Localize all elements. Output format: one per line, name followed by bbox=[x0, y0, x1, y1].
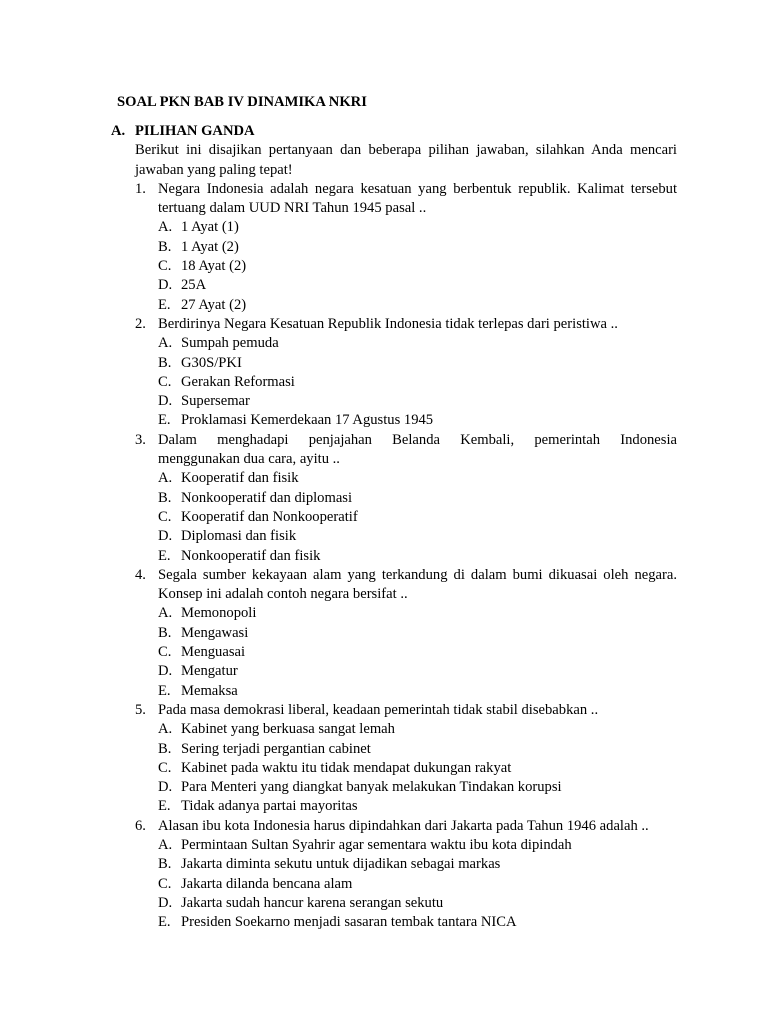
option-letter: D. bbox=[158, 393, 173, 410]
option-c bbox=[158, 643, 677, 662]
option-letter: B. bbox=[158, 624, 172, 641]
option-text: Jakarta dilanda bencana alam bbox=[181, 875, 353, 892]
option-letter: E. bbox=[158, 798, 171, 815]
option-letter: B. bbox=[158, 740, 172, 757]
option-list bbox=[158, 334, 677, 430]
option-text: Presiden Soekarno menjadi sasaran tembak tantara NICA bbox=[181, 914, 517, 931]
option-letter: A. bbox=[158, 335, 173, 352]
question-number: 6. bbox=[135, 817, 146, 834]
option-e bbox=[158, 682, 677, 701]
option-letter: B. bbox=[158, 856, 172, 873]
section-intro: Berikut ini disajikan pertanyaan dan beberapa pilihan jawaban, silahkan Anda mencari jawaban yang paling tepat! bbox=[135, 142, 677, 178]
option-text: Tidak adanya partai mayoritas bbox=[181, 798, 358, 815]
option-letter: B. bbox=[158, 238, 172, 255]
option-text: 1 Ayat (1) bbox=[181, 219, 239, 236]
option-letter: A. bbox=[158, 605, 173, 622]
option-e bbox=[158, 547, 677, 566]
option-letter: E. bbox=[158, 682, 171, 699]
option-b bbox=[158, 238, 677, 257]
option-list bbox=[158, 720, 677, 816]
option-list bbox=[158, 604, 677, 700]
option-letter: C. bbox=[158, 644, 172, 661]
option-text: 27 Ayat (2) bbox=[181, 296, 247, 313]
option-text: Mengawasi bbox=[181, 624, 249, 641]
question-number: 1. bbox=[135, 180, 146, 197]
document-title: SOAL PKN BAB IV DINAMIKA NKRI bbox=[117, 94, 367, 110]
question-text: Berdirinya Negara Kesatuan Republik Indonesia tidak terlepas dari peristiwa .. bbox=[158, 315, 618, 332]
option-letter: A. bbox=[158, 219, 173, 236]
option-e bbox=[158, 411, 677, 430]
option-b bbox=[158, 489, 677, 508]
question-text: Negara Indonesia adalah negara kesatuan yang berbentuk republik. Kalimat tersebut tertuang dalam UUD NRI Tahun 1945 pasal .. bbox=[158, 180, 677, 217]
question-4 bbox=[135, 566, 677, 701]
option-e bbox=[158, 913, 677, 932]
option-text: G30S/PKI bbox=[181, 354, 242, 371]
option-b bbox=[158, 740, 677, 759]
option-d bbox=[158, 894, 677, 913]
option-text: Jakarta diminta sekutu untuk dijadikan sebagai markas bbox=[181, 856, 501, 873]
question-number: 2. bbox=[135, 315, 146, 332]
option-text: Jakarta sudah hancur karena serangan sekutu bbox=[181, 894, 444, 911]
option-d bbox=[158, 276, 677, 295]
option-letter: D. bbox=[158, 894, 173, 911]
option-text: Sumpah pemuda bbox=[181, 335, 279, 352]
option-letter: C. bbox=[158, 258, 172, 275]
option-letter: B. bbox=[158, 489, 172, 506]
option-d bbox=[158, 527, 677, 546]
question-3 bbox=[135, 431, 677, 566]
option-letter: E. bbox=[158, 914, 171, 931]
option-list bbox=[158, 469, 677, 565]
question-2 bbox=[135, 315, 677, 431]
option-text: Sering terjadi pergantian cabinet bbox=[181, 740, 371, 757]
option-text: Nonkooperatif dan fisik bbox=[181, 547, 321, 564]
option-letter: E. bbox=[158, 547, 171, 564]
option-a bbox=[158, 836, 677, 855]
option-text: Memaksa bbox=[181, 682, 238, 699]
option-list bbox=[158, 218, 677, 314]
option-text: 1 Ayat (2) bbox=[181, 238, 239, 255]
option-letter: C. bbox=[158, 373, 172, 390]
option-b bbox=[158, 855, 677, 874]
question-number: 4. bbox=[135, 566, 146, 583]
question-1 bbox=[135, 180, 677, 315]
option-letter: D. bbox=[158, 277, 173, 294]
question-number: 3. bbox=[135, 431, 146, 448]
option-a bbox=[158, 720, 677, 739]
option-letter: A. bbox=[158, 470, 173, 487]
option-c bbox=[158, 759, 677, 778]
option-text: 18 Ayat (2) bbox=[181, 258, 247, 275]
option-a bbox=[158, 218, 677, 237]
option-text: Mengatur bbox=[181, 663, 238, 680]
option-text: Memonopoli bbox=[181, 605, 257, 622]
section-heading bbox=[111, 122, 677, 141]
question-number: 5. bbox=[135, 701, 146, 718]
option-text: Diplomasi dan fisik bbox=[181, 528, 297, 545]
question-text-line-2: menggunakan dua cara, ayitu .. bbox=[158, 451, 340, 468]
section-title: PILIHAN GANDA bbox=[135, 123, 255, 139]
option-letter: B. bbox=[158, 354, 172, 371]
question-5 bbox=[135, 701, 677, 817]
option-text: Gerakan Reformasi bbox=[181, 373, 295, 390]
option-letter: D. bbox=[158, 663, 173, 680]
option-letter: C. bbox=[158, 875, 172, 892]
option-c bbox=[158, 373, 677, 392]
option-text: Nonkooperatif dan diplomasi bbox=[181, 489, 353, 506]
option-letter: A. bbox=[158, 721, 173, 738]
question-6 bbox=[135, 817, 677, 933]
option-text: Kooperatif dan Nonkooperatif bbox=[181, 508, 358, 525]
option-letter: C. bbox=[158, 759, 172, 776]
option-e bbox=[158, 296, 677, 315]
option-a bbox=[158, 469, 677, 488]
option-letter: E. bbox=[158, 412, 171, 429]
question-text: Pada masa demokrasi liberal, keadaan pemerintah tidak stabil disebabkan .. bbox=[158, 701, 599, 718]
option-d bbox=[158, 778, 677, 797]
option-text: Kabinet pada waktu itu tidak mendapat dukungan rakyat bbox=[181, 759, 512, 776]
option-letter: A. bbox=[158, 836, 173, 853]
question-list bbox=[135, 180, 677, 933]
option-b bbox=[158, 354, 677, 373]
option-text: Para Menteri yang diangkat banyak melakukan Tindakan korupsi bbox=[181, 779, 562, 796]
option-a bbox=[158, 604, 677, 623]
question-text: Segala sumber kekayaan alam yang terkandung di dalam bumi dikuasai oleh negara. Konsep ini adalah contoh negara bersifat .. bbox=[158, 566, 677, 603]
option-text: Proklamasi Kemerdekaan 17 Agustus 1945 bbox=[181, 412, 434, 429]
question-text-line-1: Dalam menghadapi penjajahan Belanda Kembali, pemerintah Indonesia bbox=[158, 431, 677, 448]
option-text: Permintaan Sultan Syahrir agar sementara waktu ibu kota dipindah bbox=[181, 836, 572, 853]
option-text: Supersemar bbox=[181, 393, 250, 410]
option-a bbox=[158, 334, 677, 353]
option-text: Kooperatif dan fisik bbox=[181, 470, 299, 487]
option-letter: E. bbox=[158, 296, 171, 313]
option-c bbox=[158, 508, 677, 527]
option-d bbox=[158, 662, 677, 681]
option-letter: D. bbox=[158, 528, 173, 545]
option-text: 25A bbox=[181, 277, 207, 294]
option-b bbox=[158, 624, 677, 643]
option-list bbox=[158, 836, 677, 932]
option-d bbox=[158, 392, 677, 411]
option-c bbox=[158, 875, 677, 894]
option-text: Kabinet yang berkuasa sangat lemah bbox=[181, 721, 395, 738]
option-c bbox=[158, 257, 677, 276]
section-multiple-choice bbox=[111, 122, 677, 932]
question-text: Alasan ibu kota Indonesia harus dipindahkan dari Jakarta pada Tahun 1946 adalah .. bbox=[158, 817, 649, 834]
option-letter: C. bbox=[158, 508, 172, 525]
option-letter: D. bbox=[158, 779, 173, 796]
section-letter: A. bbox=[111, 123, 126, 139]
option-e bbox=[158, 797, 677, 816]
option-text: Menguasai bbox=[181, 644, 246, 661]
